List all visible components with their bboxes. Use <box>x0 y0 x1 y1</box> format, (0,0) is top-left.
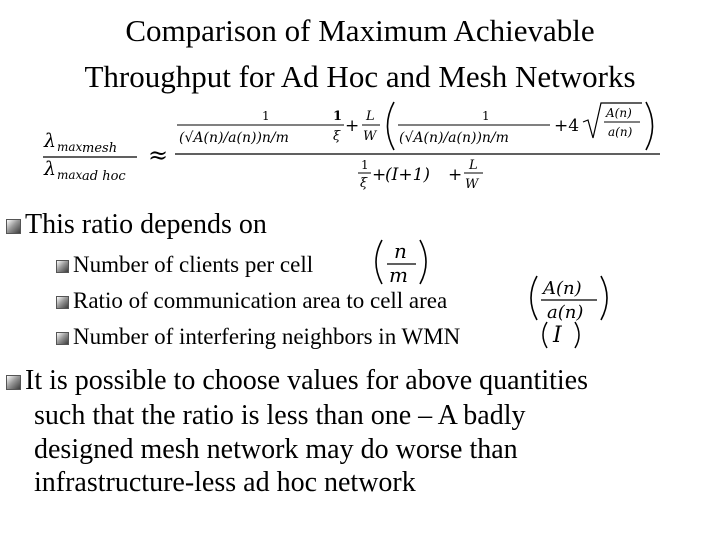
sub-bullet-interferers <box>56 322 460 352</box>
bullet-possible-line-4: infrastructure-less ad hoc network <box>34 467 416 498</box>
slide-title <box>0 8 720 100</box>
svg-text:m: m <box>389 263 408 287</box>
bullet-marker-icon <box>6 219 21 234</box>
title-line-2: Throughput for Ad Hoc and Mesh Networks <box>84 59 636 94</box>
lhs-denominator-sub: max <box>57 168 83 182</box>
math-I <box>539 320 589 352</box>
num-inner-den: (√A(n)/a(n))n/m <box>399 130 509 146</box>
bullet-possible-line-2: such that the ratio is less than one – A badly <box>34 400 526 431</box>
throughput-ratio-formula <box>40 100 680 195</box>
rhs-denominator <box>358 158 483 192</box>
num-frac3-L: L <box>366 109 375 124</box>
math-A-over-a <box>527 274 617 324</box>
num-frac2-xi: ξ <box>333 129 341 144</box>
num-inner-one: 1 <box>482 109 490 123</box>
math-n-over-m <box>372 238 432 288</box>
lhs-fraction <box>43 130 137 184</box>
num-frac1-den: (√A(n)/a(n))n/m <box>179 130 289 146</box>
lhs-denominator-subsub: ad hoc <box>82 169 126 184</box>
bullet-marker-icon <box>56 296 69 309</box>
lhs-denominator-lambda: λ <box>44 158 57 180</box>
den-frac1-xi: ξ <box>360 176 368 191</box>
num-frac2-one: 1 <box>333 109 343 124</box>
bullet-marker-icon <box>56 332 69 345</box>
num-frac3-W: W <box>363 129 377 144</box>
lhs-numerator-lambda: λ <box>44 130 57 152</box>
svg-text:A(n): A(n) <box>543 278 582 299</box>
den-frac2-L: L <box>469 158 478 173</box>
svg-text:a(n): a(n) <box>547 302 584 323</box>
bullet-text: This ratio depends on <box>25 209 267 240</box>
den-plus2: + <box>448 165 463 185</box>
num-frac1-one: 1 <box>262 109 270 123</box>
bullet-marker-icon <box>56 260 69 273</box>
bullet-marker-icon <box>6 375 21 390</box>
lhs-numerator-sub: max <box>57 140 83 154</box>
sub-bullet-text: Number of clients per cell <box>73 252 314 277</box>
sub-bullet-text: Ratio of communication area to cell area <box>73 288 448 313</box>
num-sqrt-a: a(n) <box>608 125 633 139</box>
lhs-numerator-subsub: mesh <box>82 141 118 156</box>
num-sqrt-A: A(n) <box>606 106 632 120</box>
bullet-ratio-depends <box>6 208 267 242</box>
title-line-1: Comparison of Maximum Achievable <box>125 13 595 48</box>
num-plus: + <box>345 116 360 136</box>
den-frac2-W: W <box>465 177 479 192</box>
rhs-numerator <box>177 102 653 150</box>
den-frac1-one: 1 <box>361 158 369 172</box>
svg-text:I: I <box>553 323 562 348</box>
bullet-possible <box>6 364 588 398</box>
svg-text:n: n <box>394 239 407 263</box>
bullet-text-line-1: It is possible to choose values for above quantities <box>25 365 588 396</box>
den-plus: + <box>372 165 387 185</box>
sub-bullet-area-ratio <box>56 286 447 316</box>
den-I-plus-1: (I+1) <box>385 165 431 185</box>
sub-bullet-clients <box>56 250 313 280</box>
num-plus4: +4 <box>554 116 580 136</box>
bullet-possible-line-3: designed mesh network may do worse than <box>34 434 518 465</box>
sub-bullet-text: Number of interfering neighbors in WMN <box>73 324 461 349</box>
approx-sign: ≈ <box>148 141 169 169</box>
